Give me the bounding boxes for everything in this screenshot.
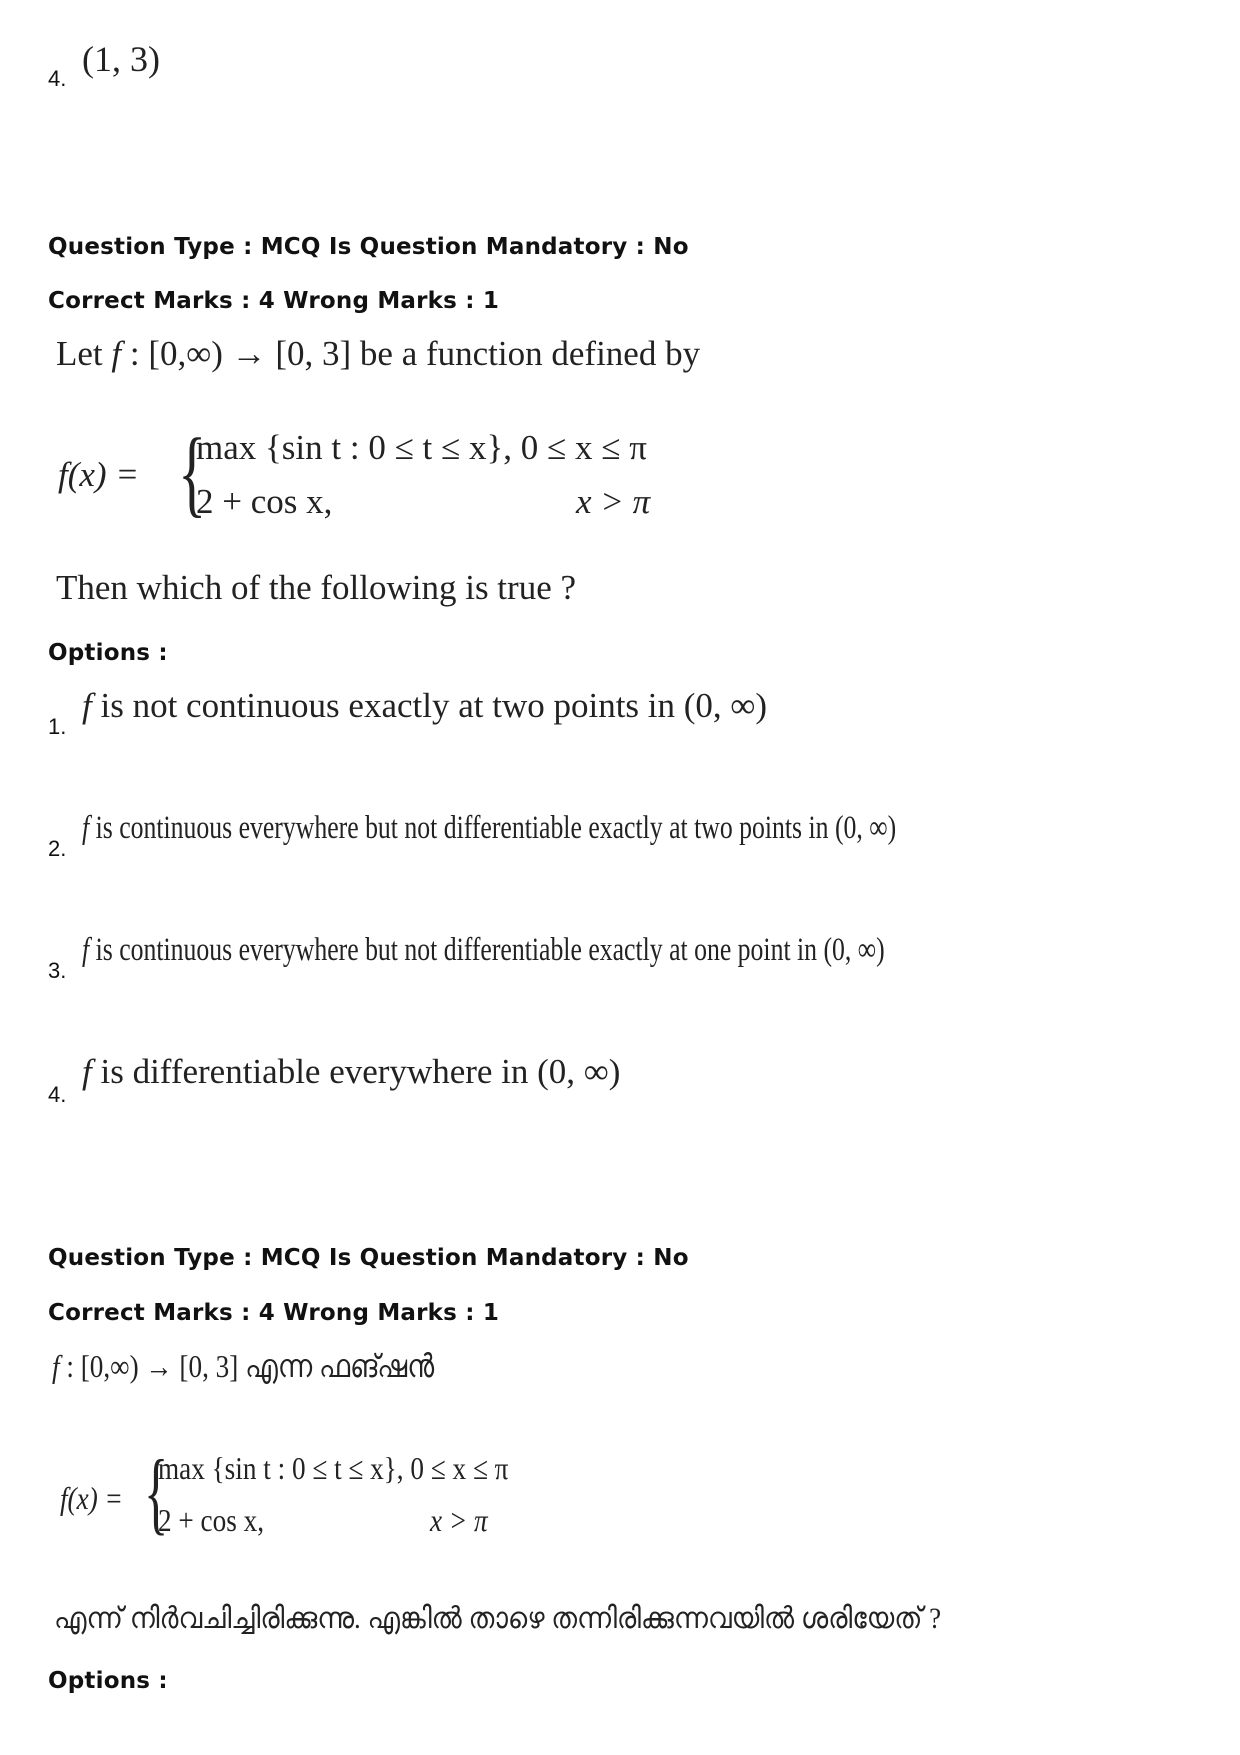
function-symbol: f	[52, 1348, 60, 1384]
fx-label: f(x) =	[60, 1480, 123, 1516]
options-label: Options :	[48, 640, 168, 666]
options-label: Options :	[48, 1668, 168, 1694]
case-2-expression: 2 + cos x,	[196, 482, 333, 521]
question-type-meta: Question Type : MCQ Is Question Mandatory : No	[48, 1245, 689, 1271]
option-text	[82, 1052, 620, 1092]
marks-meta: Correct Marks : 4 Wrong Marks : 1	[48, 1300, 500, 1326]
option-text	[82, 686, 767, 726]
question-stem	[56, 334, 700, 374]
case-2-condition: x > π	[430, 1502, 488, 1538]
function-symbol: f	[82, 686, 92, 725]
fx-label: f(x) =	[58, 455, 139, 494]
function-symbol: f	[82, 932, 90, 968]
option-number: 3.	[48, 958, 67, 983]
option-number: 1.	[48, 714, 67, 739]
left-brace: {	[178, 419, 207, 527]
option-body: is continuous everywhere but not differentiable exactly at one point in (0, ∞)	[89, 932, 885, 968]
option-number: 4.	[48, 1082, 67, 1107]
option-body: is continuous everywhere but not differentiable exactly at two points in (0, ∞)	[89, 810, 897, 846]
option-body: is not continuous exactly at two points in (0, ∞)	[91, 686, 768, 725]
question-text: Then which of the following is true ?	[56, 568, 577, 607]
option-text	[82, 810, 896, 847]
question-type-meta: Question Type : MCQ Is Question Mandatory : No	[48, 234, 689, 260]
case-2-expression: 2 + cos x,	[158, 1502, 264, 1538]
case-2-condition: x > π	[576, 482, 651, 521]
function-symbol: f	[82, 810, 90, 846]
left-brace: {	[144, 1441, 169, 1543]
option-number: 4.	[48, 66, 67, 91]
option-body: is differentiable everywhere in (0, ∞)	[91, 1052, 621, 1091]
option-text	[82, 932, 885, 969]
option-number: 2.	[48, 836, 67, 861]
stem-rest: : [0,∞) → [0, 3] എന്ന ഫങ്ഷൻ	[59, 1348, 435, 1384]
question-text: എന്ന് നിർവചിച്ചിരിക്കുന്നു. എങ്കിൽ താഴെ തന്നിരിക്കുന്നവയിൽ ശരിയേത് ?	[54, 1602, 942, 1635]
stem-lead: Let	[56, 334, 112, 373]
case-1-expression: max {sin t : 0 ≤ t ≤ x}, 0 ≤ x ≤ π	[196, 428, 647, 467]
stem-rest: : [0,∞) → [0, 3] be a function defined by	[121, 334, 701, 373]
function-symbol: f	[111, 334, 122, 373]
case-1-expression: max {sin t : 0 ≤ t ≤ x}, 0 ≤ x ≤ π	[158, 1450, 509, 1486]
question-stem	[52, 1348, 434, 1386]
option-text: (1, 3)	[82, 39, 160, 79]
function-symbol: f	[82, 1052, 92, 1091]
marks-meta: Correct Marks : 4 Wrong Marks : 1	[48, 288, 500, 314]
